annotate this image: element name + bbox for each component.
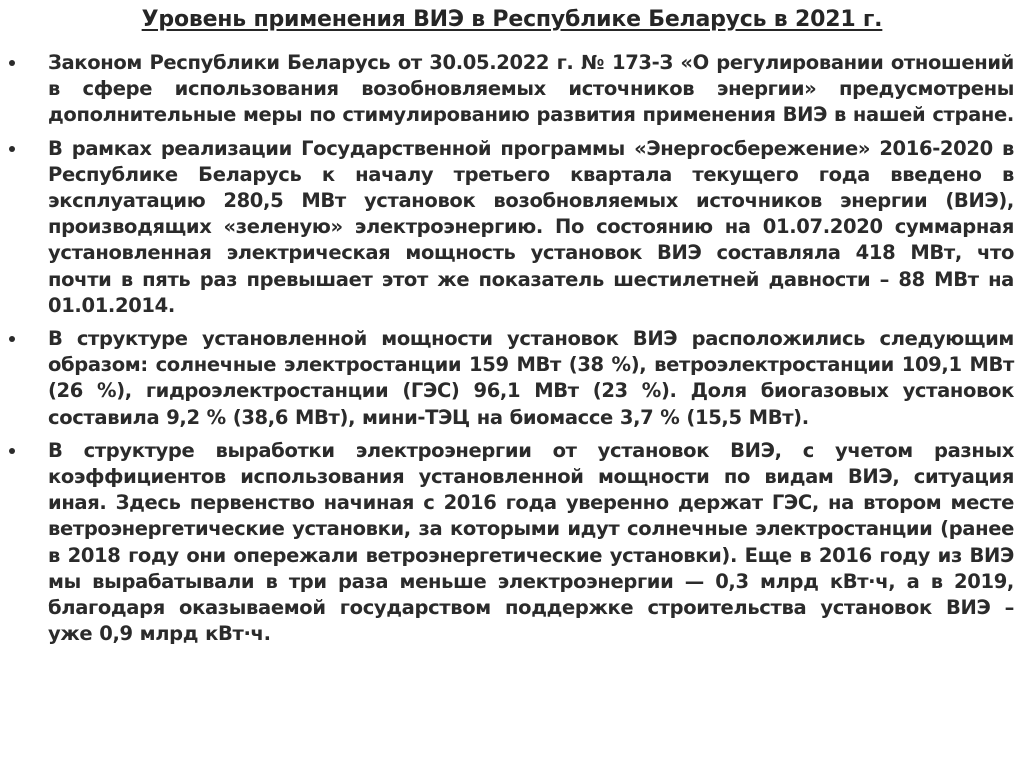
bullet-text: В структуре выработки электроэнергии от установок ВИЭ, с учетом разных коэффициентов использования установленной мощности по видам ВИЭ, ситуация иная. Здесь первенство начиная с 2016 года уверенно держат ГЭС, на втором месте ветроэнергетические установки, за которыми идут солнечные электростанции (ранее в 2018 году они опережали ветроэнергетические установки). Еще в 2016 году из ВИЭ мы вырабатывали в три раза меньше электроэнергии — 0,3 млрд кВт·ч, а в 2019, благодаря оказываемой государством поддержке строительства установок ВИЭ – уже 0,9 млрд кВт·ч. — [48, 438, 1014, 646]
bullet-item — [0, 438, 1024, 648]
bullet-dot-icon — [9, 448, 15, 454]
bullet-dot-icon — [9, 146, 15, 152]
bullet-text: В рамках реализации Государственной программы «Энергосбережение» 2016-2020 в Республике Беларусь к началу третьего квартала текущего года введено в эксплуатацию 280,5 МВт установок возобновляемых источников энергии (ВИЭ), производящих «зеленую» электроэнергию. По состоянию на 01.07.2020 суммарная установленная электрическая мощность установок ВИЭ составляла 418 МВт, что почти в пять раз превышает этот же показатель шестилетней давности – 88 МВт на 01.01.2014. — [48, 136, 1014, 317]
bullet-item — [0, 50, 1024, 129]
bullet-dot-icon — [9, 336, 15, 342]
bullet-text: Законом Республики Беларусь от 30.05.2022 г. № 173-З «О регулировании отношений в сфере использования возобновляемых источников энергии» предусмотрены дополнительные меры по стимулированию развития применения ВИЭ в нашей стране. — [48, 51, 1014, 127]
bullet-dot-icon — [9, 60, 15, 66]
bullet-item — [0, 136, 1024, 319]
bullet-item — [0, 326, 1024, 431]
bullet-list — [0, 50, 1024, 654]
slide-title: Уровень применения ВИЭ в Республике Беларусь в 2021 г. — [141, 7, 883, 32]
bullet-text: В структуре установленной мощности установок ВИЭ расположились следующим образом: солнечные электростанции 159 МВт (38 %), ветроэлектростанции 109,1 МВт (26 %), гидроэлектростанции (ГЭС) 96,1 МВт (23 %). Доля биогазовых установок составила 9,2 % (38,6 МВт), мини-ТЭЦ на биомассе 3,7 % (15,5 МВт). — [48, 327, 1014, 429]
